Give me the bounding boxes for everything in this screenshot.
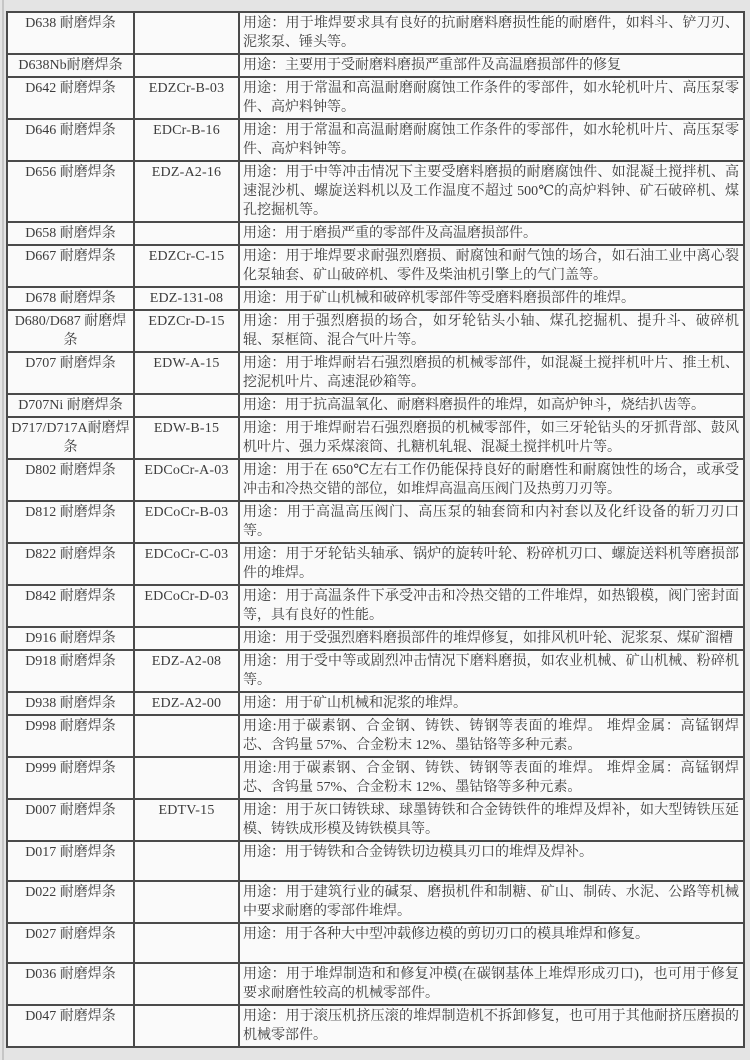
- product-code-cell: [134, 881, 239, 923]
- product-code-cell: [134, 841, 239, 881]
- table-row: [7, 650, 744, 692]
- product-name-cell: D017 耐磨焊条: [7, 841, 134, 881]
- usage-cell: 用途:用于碳素钢、合金钢、铸铁、铸钢等表面的堆焊。 堆焊金属：高锰钢焊芯、含钨量 57%、合金粉末 12%、墨钴铬等多种元素。: [239, 757, 744, 799]
- product-code-cell: [134, 222, 239, 245]
- product-code-cell: [134, 54, 239, 77]
- scan-edge-artifact: [2, 0, 4, 1060]
- product-name-cell: D036 耐磨焊条: [7, 963, 134, 1005]
- table-row: [7, 881, 744, 923]
- usage-cell: 用途：用于滚压机挤压滚的堆焊制造机不拆卸修复，也可用于其他耐挤压磨损的机械零部件。: [239, 1005, 744, 1047]
- product-name-cell: D812 耐磨焊条: [7, 501, 134, 543]
- product-name-cell: D646 耐磨焊条: [7, 119, 134, 161]
- table-row: [7, 310, 744, 352]
- product-code-cell: EDTV-15: [134, 799, 239, 841]
- usage-cell: 用途：用于磨损严重的零部件及高温磨损部件。: [239, 222, 744, 245]
- table-row: [7, 287, 744, 310]
- product-name-cell: D022 耐磨焊条: [7, 881, 134, 923]
- welding-rod-table: [6, 11, 745, 1048]
- table-row: [7, 459, 744, 501]
- table-row: [7, 501, 744, 543]
- usage-cell: 用途：用于常温和高温耐磨耐腐蚀工作条件的零部件，如水轮机叶片、高压泵零件、高炉料钟等。: [239, 119, 744, 161]
- product-name-cell: D998 耐磨焊条: [7, 715, 134, 757]
- usage-cell: 用途：用于受中等或剧烈冲击情况下磨料磨损，如农业机械、矿山机械、粉碎机等。: [239, 650, 744, 692]
- table-row: [7, 245, 744, 287]
- table-row: [7, 161, 744, 222]
- table-row: [7, 54, 744, 77]
- product-name-cell: D007 耐磨焊条: [7, 799, 134, 841]
- table-row: [7, 77, 744, 119]
- table-row: [7, 1005, 744, 1047]
- usage-cell: 用途：用于建筑行业的碱泵、磨损机件和制糖、矿山、制砖、水泥、公路等机械中要求耐磨的零部件堆焊。: [239, 881, 744, 923]
- product-name-cell: D642 耐磨焊条: [7, 77, 134, 119]
- product-code-cell: EDZ-131-08: [134, 287, 239, 310]
- product-name-cell: D678 耐磨焊条: [7, 287, 134, 310]
- product-name-cell: D822 耐磨焊条: [7, 543, 134, 585]
- usage-cell: 用途：用于矿山机械和泥浆的堆焊。: [239, 692, 744, 715]
- product-name-cell: D938 耐磨焊条: [7, 692, 134, 715]
- usage-cell: 用途：用于堆焊要求具有良好的抗耐磨料磨损性能的耐磨件，如料斗、铲刀刃、泥浆泵、锤头等。: [239, 12, 744, 54]
- product-name-cell: D027 耐磨焊条: [7, 923, 134, 963]
- product-name-cell: D918 耐磨焊条: [7, 650, 134, 692]
- product-name-cell: D717/D717A耐磨焊条: [7, 417, 134, 459]
- product-code-cell: EDZ-A2-08: [134, 650, 239, 692]
- product-code-cell: EDCoCr-A-03: [134, 459, 239, 501]
- usage-cell: 用途：用于高温条件下承受冲击和冷热交错的工件堆焊，如热锻模，阀门密封面等，具有良好的性能。: [239, 585, 744, 627]
- product-name-cell: D658 耐磨焊条: [7, 222, 134, 245]
- usage-cell: 用途：用于抗高温氧化、耐磨料磨损件的堆焊，如高炉钟斗，烧结扒齿等。: [239, 394, 744, 417]
- table-row: [7, 757, 744, 799]
- product-name-cell: D842 耐磨焊条: [7, 585, 134, 627]
- usage-cell: 用途：用于强烈磨损的场合，如牙轮钻头小轴、煤孔挖掘机、提升斗、破碎机辊、泵框筒、混合气叶片等。: [239, 310, 744, 352]
- product-code-cell: [134, 12, 239, 54]
- product-code-cell: EDCoCr-B-03: [134, 501, 239, 543]
- usage-cell: 用途：用于各种大中型冲载修边模的剪切刃口的模具堆焊和修复。: [239, 923, 744, 963]
- product-code-cell: [134, 627, 239, 650]
- product-code-cell: EDZ-A2-16: [134, 161, 239, 222]
- product-code-cell: EDW-B-15: [134, 417, 239, 459]
- table-row: [7, 692, 744, 715]
- table-row: [7, 923, 744, 963]
- table-row: [7, 715, 744, 757]
- product-name-cell: D802 耐磨焊条: [7, 459, 134, 501]
- product-name-cell: D707Ni 耐磨焊条: [7, 394, 134, 417]
- usage-cell: 用途：主要用于受耐磨料磨损严重部件及高温磨损部件的修复: [239, 54, 744, 77]
- product-name-cell: D916 耐磨焊条: [7, 627, 134, 650]
- product-name-cell: D656 耐磨焊条: [7, 161, 134, 222]
- usage-cell: 用途：用于铸铁和合金铸铁切边模具刃口的堆焊及焊补。: [239, 841, 744, 881]
- usage-cell: 用途：用于中等冲击情况下主要受磨料磨损的耐磨腐蚀件、如混凝土搅拌机、高速混沙机、螺旋送料机以及工作温度不超过 500℃的高炉料钟、矿石破碎机、煤孔挖掘机等。: [239, 161, 744, 222]
- table-row: [7, 12, 744, 54]
- product-code-cell: [134, 757, 239, 799]
- document-page: [6, 11, 745, 1048]
- usage-cell: 用途：用于灰口铸铁球、球墨铸铁和合金铸铁件的堆焊及焊补，如大型铸铁压延模、铸铁成形模及铸铁模具等。: [239, 799, 744, 841]
- table-row: [7, 627, 744, 650]
- product-code-cell: EDZCr-C-15: [134, 245, 239, 287]
- table-row: [7, 352, 744, 394]
- product-name-cell: D047 耐磨焊条: [7, 1005, 134, 1047]
- table-row: [7, 417, 744, 459]
- product-code-cell: [134, 715, 239, 757]
- product-code-cell: [134, 923, 239, 963]
- usage-cell: 用途：用于矿山机械和破碎机零部件等受磨料磨损部件的堆焊。: [239, 287, 744, 310]
- usage-cell: 用途：用于常温和高温耐磨耐腐蚀工作条件的零部件，如水轮机叶片、高压泵零件、高炉料钟等。: [239, 77, 744, 119]
- product-code-cell: EDCoCr-D-03: [134, 585, 239, 627]
- usage-cell: 用途：用于在 650℃左右工作仍能保持良好的耐磨性和耐腐蚀性的场合，或承受冲击和冷热交错的部位，如堆焊高温高压阀门及热剪刀刃等。: [239, 459, 744, 501]
- product-code-cell: [134, 1005, 239, 1047]
- product-code-cell: EDCr-B-16: [134, 119, 239, 161]
- product-name-cell: D999 耐磨焊条: [7, 757, 134, 799]
- product-code-cell: EDZCr-D-15: [134, 310, 239, 352]
- usage-cell: 用途：用于堆焊耐岩石强烈磨损的机械零部件，如三牙轮钻头的牙抓背部、鼓风机叶片、强力采煤滚筒、扎糖机轧辊、混凝土搅拌机叶片等。: [239, 417, 744, 459]
- table-row: [7, 119, 744, 161]
- usage-cell: 用途：用于牙轮钻头轴承、锅炉的旋转叶轮、粉碎机刃口、螺旋送料机等磨损部件的堆焊。: [239, 543, 744, 585]
- table-row: [7, 585, 744, 627]
- usage-cell: 用途：用于堆焊耐岩石强烈磨损的机械零部件，如混凝土搅拌机叶片、推土机、挖泥机叶片、高速混砂箱等。: [239, 352, 744, 394]
- product-code-cell: EDZCr-B-03: [134, 77, 239, 119]
- product-code-cell: EDW-A-15: [134, 352, 239, 394]
- table-row: [7, 963, 744, 1005]
- usage-cell: 用途：用于高温高压阀门、高压泵的轴套筒和内衬套以及化纤设备的斩刀刃口等。: [239, 501, 744, 543]
- product-code-cell: [134, 394, 239, 417]
- usage-cell: 用途：用于堆焊制造和和修复冲模(在碳钢基体上堆焊形成刃口)，也可用于修复要求耐磨性较高的机械零部件。: [239, 963, 744, 1005]
- table-row: [7, 841, 744, 881]
- table-row: [7, 543, 744, 585]
- product-name-cell: D667 耐磨焊条: [7, 245, 134, 287]
- table-row: [7, 799, 744, 841]
- product-name-cell: D638Nb耐磨焊条: [7, 54, 134, 77]
- usage-cell: 用途：用于受强烈磨料磨损部件的堆焊修复，如排风机叶轮、泥浆泵、煤矿溜槽: [239, 627, 744, 650]
- table-row: [7, 394, 744, 417]
- usage-cell: 用途:用于碳素钢、合金钢、铸铁、铸钢等表面的堆焊。 堆焊金属：高锰钢焊芯、含钨量 57%、合金粉末 12%、墨钴铬等多种元素。: [239, 715, 744, 757]
- welding-rod-table-body: [7, 12, 744, 1047]
- product-code-cell: EDCoCr-C-03: [134, 543, 239, 585]
- product-name-cell: D680/D687 耐磨焊条: [7, 310, 134, 352]
- product-name-cell: D707 耐磨焊条: [7, 352, 134, 394]
- product-code-cell: EDZ-A2-00: [134, 692, 239, 715]
- product-name-cell: D638 耐磨焊条: [7, 12, 134, 54]
- usage-cell: 用途：用于堆焊要求耐强烈磨损、耐腐蚀和耐气蚀的场合，如石油工业中离心裂化泵轴套、矿山破碎机、零件及柴油机引擎上的气门盖等。: [239, 245, 744, 287]
- product-code-cell: [134, 963, 239, 1005]
- table-row: [7, 222, 744, 245]
